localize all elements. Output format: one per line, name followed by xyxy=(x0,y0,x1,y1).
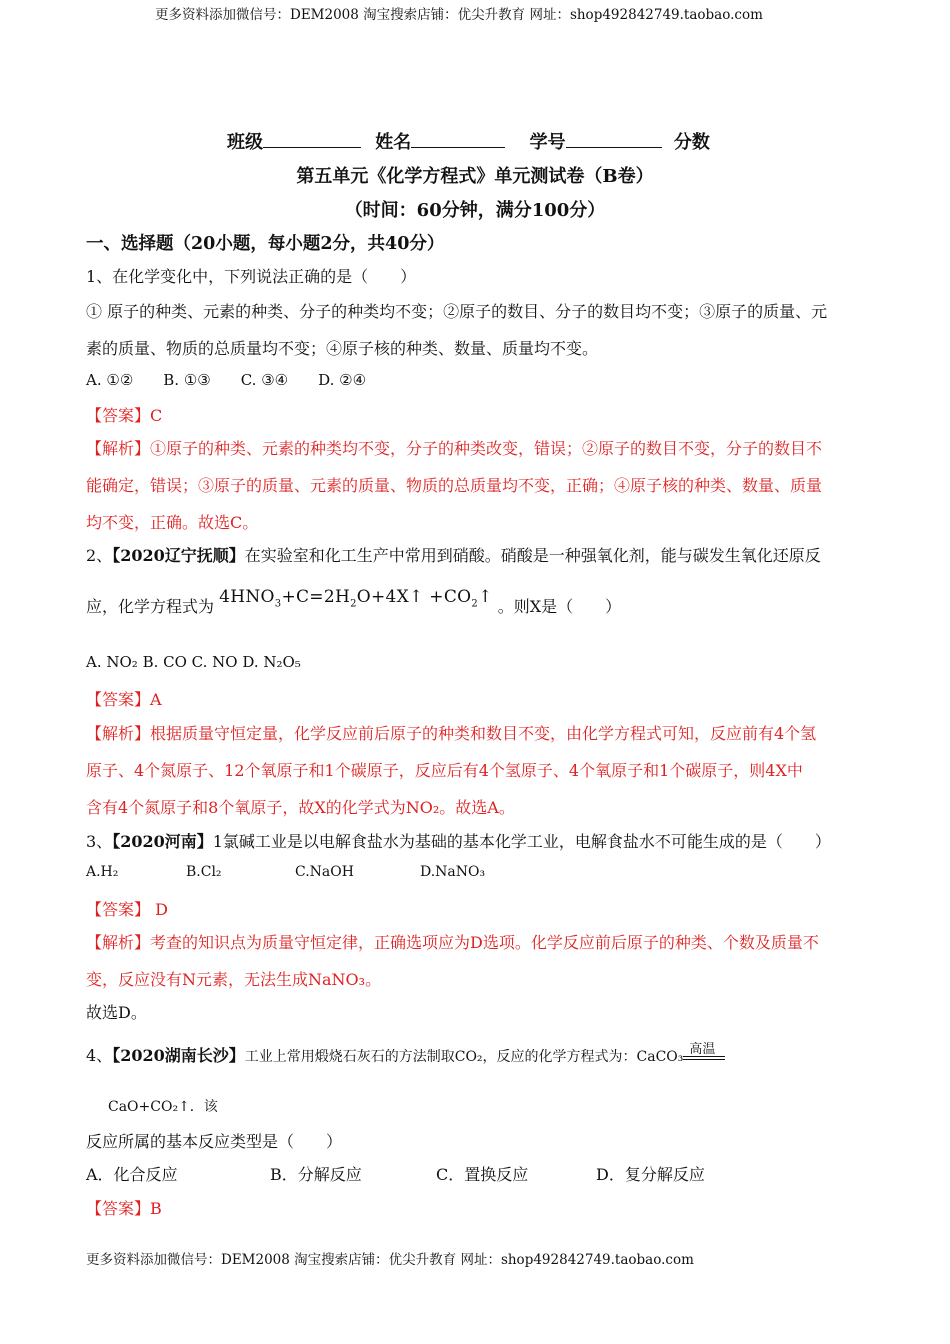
q2-analysis2: 原子、4个氮原子、12个氧原子和1个碳原子，反应后有4个氢原子、4个氧原子和1个碳原子，则4X中 xyxy=(86,761,803,780)
q3-analysis2: 变，反应没有N元素，无法生成NaNO₃。 xyxy=(86,970,382,989)
q3-analysis1: 【解析】考查的知识点为质量守恒定律，正确选项应为D选项。化学反应前后原子的种类、个数及质量不 xyxy=(86,933,819,952)
q4-stem1: 工业上常用煅烧石灰石的方法制取CO₂，反应的化学方程式为：CaCO₃ xyxy=(244,1049,684,1065)
q3-conclusion: 故选D。 xyxy=(86,1003,147,1022)
class-blank xyxy=(263,131,361,148)
number-blank xyxy=(566,131,662,148)
class-label: 班级 xyxy=(227,132,263,153)
q1-line2: 素的质量、物质的总质量均不变；④原子核的种类、数量、质量均不变。 xyxy=(86,339,599,358)
q4-line1 xyxy=(86,1043,725,1066)
q1-stem: 1、在化学变化中，下列说法正确的是（ ） xyxy=(86,267,417,286)
q1-line1: ① 原子的种类、元素的种类、分子的种类均不变；②原子的数目、分子的数目均不变；③原子的质量、元 xyxy=(86,302,828,321)
name-label: 姓名 xyxy=(375,132,412,153)
q2-line1 xyxy=(86,543,821,566)
q3-answer: 【答案】 D xyxy=(86,900,168,919)
q3-line1 xyxy=(86,829,831,852)
q1-analysis2: 能确定，错误；③原子的质量、元素的质量、物质的总质量均不变，正确；④原子核的种类、数量、质量 xyxy=(86,476,823,495)
section-heading: 一、选择题（20小题，每小题2分，共40分） xyxy=(86,234,445,254)
q3-source: 【2020河南】 xyxy=(112,832,213,851)
q4-stem2: CaO+CO₂↑．该 xyxy=(108,1099,218,1115)
q1-analysis1: 【解析】①原子的种类、元素的种类均不变，分子的种类改变，错误；②原子的数目不变，分子的数目不 xyxy=(86,439,823,458)
q4-num: 4、 xyxy=(86,1046,113,1065)
q2-analysis3: 含有4个氮原子和8个氧原子，故X的化学式为NO₂。故选A。 xyxy=(86,798,515,817)
info-line xyxy=(227,128,710,154)
q3-option-d: D.NaNO₃ xyxy=(420,864,486,880)
q2-options: A. NO₂ B. CO C. NO D. N₂O₅ xyxy=(86,653,301,671)
number-label: 学号 xyxy=(529,132,566,153)
q1-answer: 【答案】C xyxy=(86,406,163,425)
name-blank xyxy=(411,131,505,148)
q1-options: A. ①② B. ①③ C. ③④ D. ②④ xyxy=(86,371,367,389)
q2-stem2-pre: 应，化学方程式为 xyxy=(86,597,215,616)
score-label: 分数 xyxy=(673,132,710,153)
page-subtitle: （时间：60分钟，满分100分） xyxy=(344,200,606,221)
q4-condition-sign xyxy=(683,1044,725,1066)
q2-line2 xyxy=(86,587,622,619)
q4-option-a: A．化合反应 xyxy=(86,1165,178,1184)
q3-stem: 1氯碱工业是以电解食盐水为基础的基本化学工业，电解食盐水不可能生成的是（ ） xyxy=(212,832,831,851)
q3-option-a: A.H₂ xyxy=(86,864,119,880)
q2-analysis1: 【解析】根据质量守恒定量，化学反应前后原子的种类和数目不变，由化学方程式可知，反应前有4个氢 xyxy=(86,724,817,743)
q4-stem3: 反应所属的基本反应类型是（ ） xyxy=(86,1132,343,1151)
q4-option-d: D．复分解反应 xyxy=(596,1165,705,1184)
q3-option-b: B.Cl₂ xyxy=(186,864,222,880)
q2-stem2-post: 。则X是（ ） xyxy=(497,597,622,616)
q2-source: 【2020辽宁抚顺】 xyxy=(112,546,245,565)
page-header: 更多资料添加微信号：DEM2008 淘宝搜索店铺：优尖升教育 网址：shop492842749.taobao.com xyxy=(155,7,763,23)
q4-answer: 【答案】B xyxy=(86,1199,162,1218)
q2-equation: $4HNO_3+C=2H_2O+4X↑$ $+CO_2↑$ xyxy=(219,587,493,610)
q4-condition: 高温 xyxy=(689,1042,716,1057)
q2-answer: 【答案】A xyxy=(86,690,162,709)
q3-option-c: C.NaOH xyxy=(295,864,354,880)
page-title: 第五单元《化学方程式》单元测试卷（B卷） xyxy=(296,166,654,187)
q1-analysis3: 均不变，正确。故选C。 xyxy=(86,513,259,532)
q2-stem1: 在实验室和化工生产中常用到硝酸。硝酸是一种强氧化剂，能与碳发生氧化还原反 xyxy=(244,546,821,565)
q4-option-b: B．分解反应 xyxy=(270,1165,362,1184)
page-footer: 更多资料添加微信号：DEM2008 淘宝搜索店铺：优尖升教育 网址：shop492842749.taobao.com xyxy=(86,1252,694,1268)
q4-option-c: C．置换反应 xyxy=(436,1165,529,1184)
q4-source: 【2020湖南长沙】 xyxy=(112,1046,245,1065)
q2-num: 2、 xyxy=(86,546,113,565)
q3-num: 3、 xyxy=(86,832,113,851)
